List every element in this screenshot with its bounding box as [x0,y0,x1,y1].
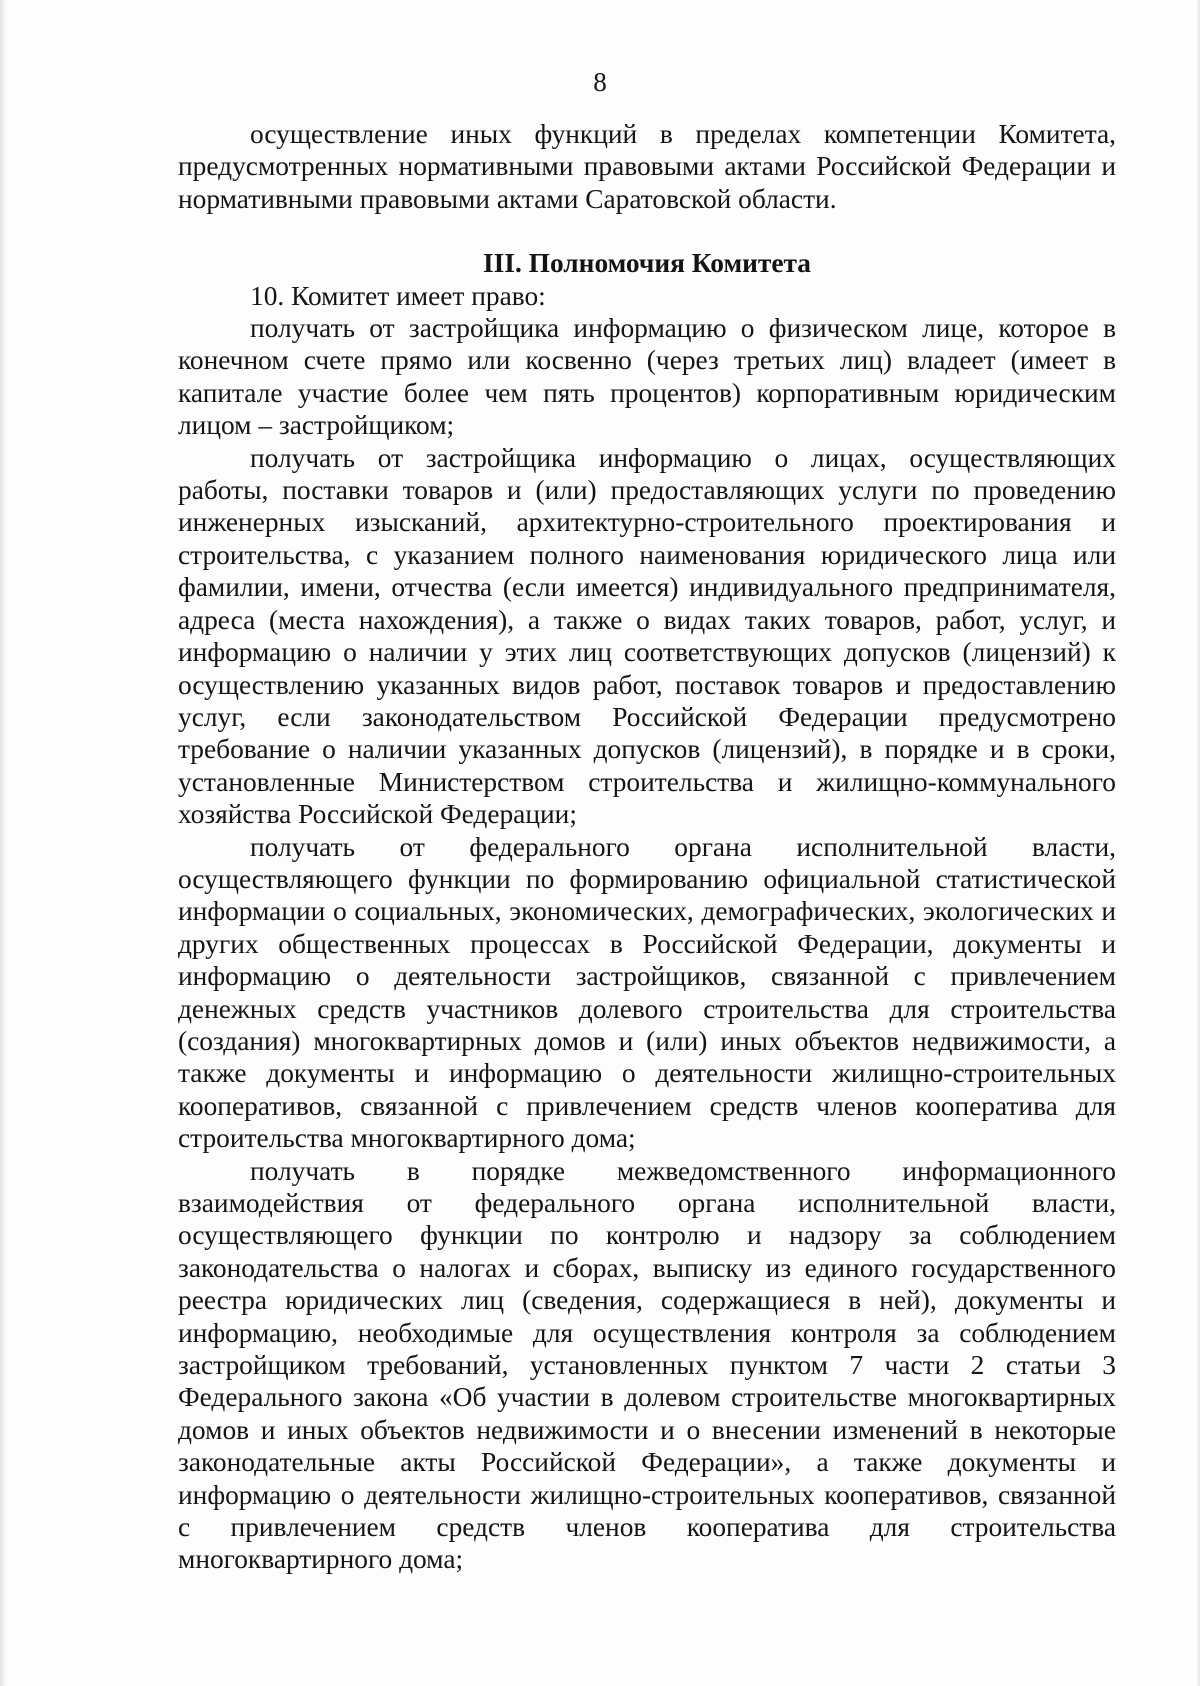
clause-intro: 10. Комитет имеет право: [250,280,546,311]
section-title: III. Полномочия Комитета [482,248,812,279]
clause-item-1: получать от застройщика информацию о физическом лице, которое в конечном счете прямо или косвенно (через третьих лиц) владеет (имеет в капитале участие более чем пять процентов) корпоративным юридическим лицом – застройщиком; [178,313,1116,441]
scan-edge-left [0,0,6,1686]
clause-item-2: получать от застройщика информацию о лицах, осуществляющих работы, поставки товаров и (или) предоставляющих услуги по проведению инженерных изысканий, архитектурно-строительного проектирования и строительства, с указанием полного наименования юридического лица или фамилии, имени, отчества (если имеется) индивидуального предпринимателя, адреса (места нахождения), а также о видах таких товаров, работ, услуг, и информацию о наличии у этих лиц соответствующих допусков (лицензий) к осуществлению указанных видов работ, поставок товаров и предоставлению услуг, если законодательством Российской Федерации предусмотрено требование о наличии указанных допусков (лицензий), в порядке и в сроки, установленные Министерством строительства и жилищно-коммунального хозяйства Российской Федерации; [178,442,1116,830]
page-number: 8 [593,67,607,97]
clause-item-3: получать от федерального органа исполнительной власти, осуществляющего функции по формированию официальной статистической информации о социальных, экономических, демографических, экологических и других общественных процессах в Российской Федерации, документы и информацию о деятельности застройщиков, связанной с привлечением денежных средств участников долевого строительства для строительства (создания) многоквартирных домов и (или) иных объектов недвижимости, а также документы и информацию о деятельности жилищно-строительных кооперативов, связанной с привлечением средств членов кооператива для строительства многоквартирного дома; [178,831,1116,1154]
document-body [178,118,1116,1576]
clause-item-4: получать в порядке межведомственного информационного взаимодействия от федерального органа исполнительной власти, осуществляющего функции по контролю и надзору за соблюдением законодательства о налогах и сборах, выписку из единого государственного реестра юридических лиц (сведения, содержащиеся в ней), документы и информацию, необходимые для осуществления контроля за соблюдением застройщиком требований, установленных пунктом 7 части 2 статьи 3 Федерального закона «Об участии в долевом строительстве многоквартирных домов и иных объектов недвижимости и о внесении изменений в некоторые законодательные акты Российской Федерации», а также документы и информацию о деятельности жилищно-строительных кооперативов, связанной с привлечением средств членов кооператива для строительства многоквартирного дома; [178,1155,1116,1575]
intro-paragraph: осуществление иных функций в пределах компетенции Комитета, предусмотренных нормативными правовыми актами Российской Федерации и нормативными правовыми актами Саратовской области. [178,119,1116,214]
scan-edge-right [1196,0,1200,1686]
